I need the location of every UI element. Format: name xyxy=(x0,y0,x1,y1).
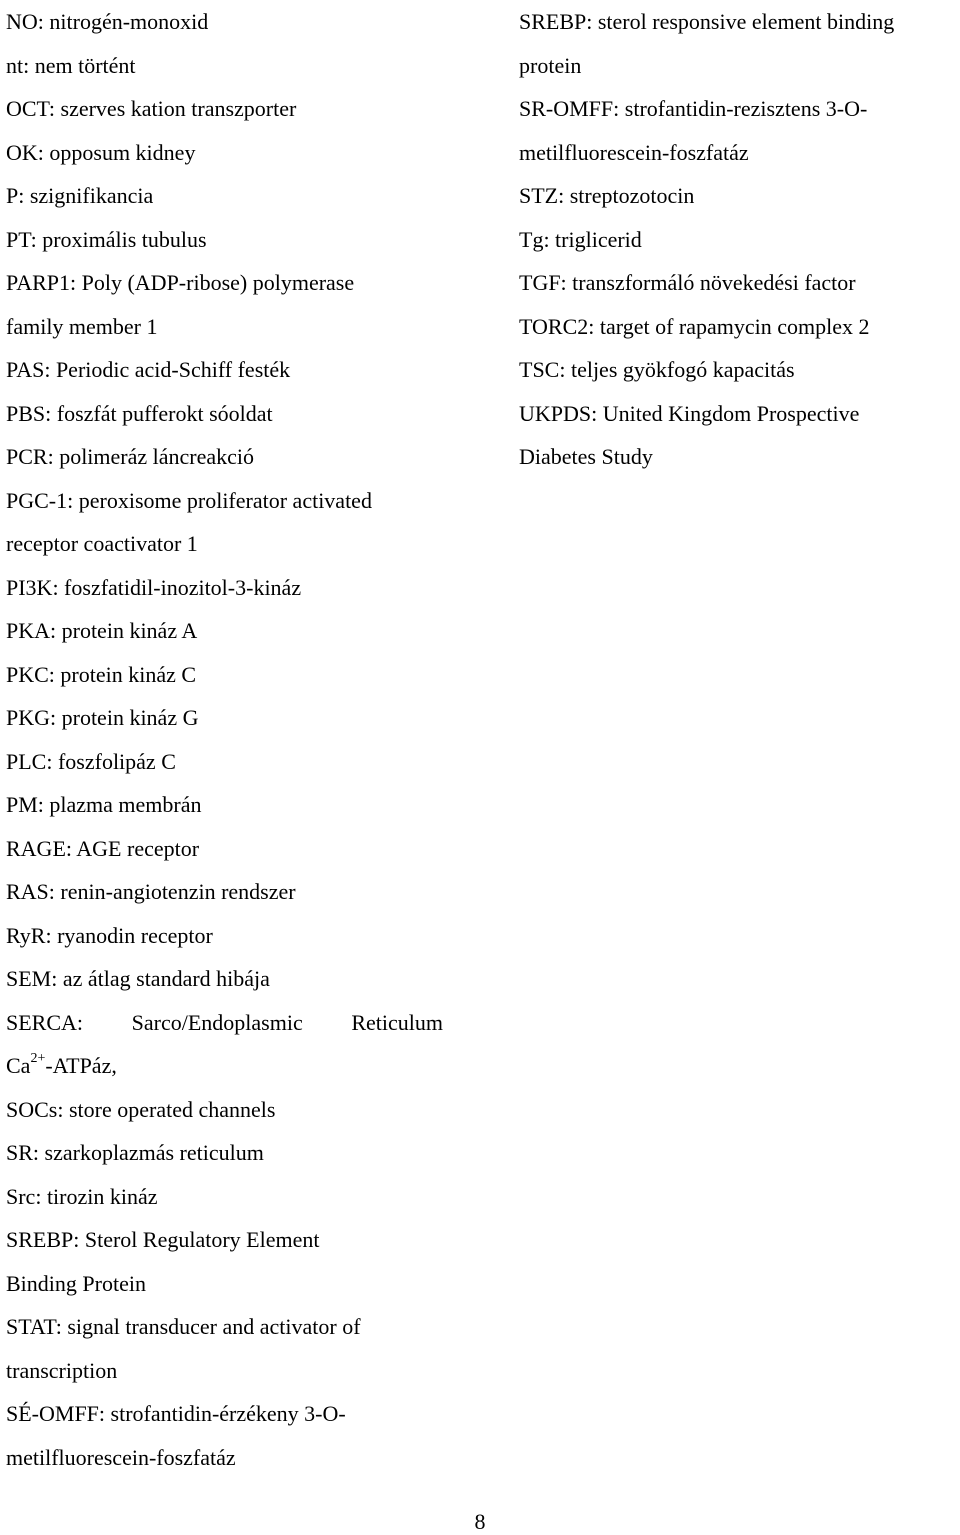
abbreviation-entry: SREBP: Sterol Regulatory Element xyxy=(6,1227,320,1252)
abbreviation-entry: SÉ-OMFF: strofantidin-érzékeny 3-O- xyxy=(6,1401,346,1426)
abbreviation-entry: PI3K: foszfatidil-inozitol-3-kináz xyxy=(6,574,302,600)
abbreviation-entry: UKPDS: United Kingdom Prospective xyxy=(519,400,860,426)
abbreviation-entry: family member 1 xyxy=(6,313,158,339)
abbreviation-entry: RAGE: AGE receptor xyxy=(6,835,200,861)
atpase-text: -ATPáz, xyxy=(45,1053,117,1078)
abbreviation-entry: protein xyxy=(519,52,582,78)
abbreviation-entry-serca xyxy=(6,1001,443,1045)
abbreviation-entry: TSC: teljes gyökfogó kapacitás xyxy=(519,357,795,382)
abbreviation-entry: receptor coactivator 1 xyxy=(6,531,198,556)
abbreviation-entry: transcription xyxy=(6,1357,118,1383)
abbreviation-entry: OK: opposum kidney xyxy=(6,139,196,165)
abbreviation-entry: PKA: protein kináz A xyxy=(6,618,198,643)
abbreviation-entry: PT: proximális tubulus xyxy=(6,226,207,252)
abbreviation-entry-serca-cont xyxy=(6,1044,443,1088)
serca-word: SERCA: xyxy=(6,1009,84,1035)
serca-word: Reticulum xyxy=(351,1009,444,1035)
abbreviation-entry: metilfluorescein-foszfatáz xyxy=(519,139,749,165)
abbreviation-entry: TORC2: target of rapamycin complex 2 xyxy=(519,313,870,339)
abbreviation-entry: Diabetes Study xyxy=(519,444,653,469)
abbreviation-entry: STZ: streptozotocin xyxy=(519,183,695,208)
calcium-charge: 2+ xyxy=(30,1050,46,1066)
abbreviation-entry: PBS: foszfát pufferokt sóoldat xyxy=(6,400,273,426)
abbreviation-entry: NO: nitrogén-monoxid xyxy=(6,9,209,34)
calcium-symbol: Ca xyxy=(6,1053,31,1078)
abbreviation-entry: PKG: protein kináz G xyxy=(6,705,199,730)
abbreviation-entry: PCR: polimeráz láncreakció xyxy=(6,444,255,469)
abbreviation-entry: PAS: Periodic acid-Schiff festék xyxy=(6,357,291,382)
abbreviation-entry: SREBP: sterol responsive element binding xyxy=(519,9,895,34)
abbreviation-entry: STAT: signal transducer and activator of xyxy=(6,1314,361,1339)
abbreviation-entry: SOCs: store operated channels xyxy=(6,1096,276,1122)
abbreviation-list-right xyxy=(519,0,957,479)
abbreviation-entry: SR-OMFF: strofantidin-rezisztens 3-O- xyxy=(519,96,868,121)
abbreviation-list-left xyxy=(6,0,443,1479)
abbreviation-entry: Tg: triglicerid xyxy=(519,226,642,252)
abbreviation-entry: PLC: foszfolipáz C xyxy=(6,748,176,774)
abbreviation-entry: PARP1: Poly (ADP-ribose) polymerase xyxy=(6,270,355,295)
abbreviation-entry: TGF: transzformáló növekedési factor xyxy=(519,270,856,295)
abbreviation-entry: PKC: protein kináz C xyxy=(6,661,197,687)
abbreviation-entry: metilfluorescein-foszfatáz xyxy=(6,1444,236,1470)
abbreviation-entry: PM: plazma membrán xyxy=(6,792,202,817)
serca-word: Sarco/Endoplasmic xyxy=(131,1009,303,1035)
abbreviation-entry: OCT: szerves kation transzporter xyxy=(6,96,297,121)
abbreviation-entry: Src: tirozin kináz xyxy=(6,1183,158,1209)
abbreviation-entry: RyR: ryanodin receptor xyxy=(6,922,213,948)
abbreviation-entry: SEM: az átlag standard hibája xyxy=(6,966,270,991)
page-number: 8 xyxy=(474,1509,486,1534)
abbreviation-entry: Binding Protein xyxy=(6,1270,146,1296)
abbreviation-entry: P: szignifikancia xyxy=(6,183,154,208)
abbreviation-entry: RAS: renin-angiotenzin rendszer xyxy=(6,879,296,904)
abbreviation-entry: PGC-1: peroxisome proliferator activated xyxy=(6,487,372,513)
abbreviation-entry: SR: szarkoplazmás reticulum xyxy=(6,1140,264,1165)
abbreviation-entry: nt: nem történt xyxy=(6,52,136,78)
